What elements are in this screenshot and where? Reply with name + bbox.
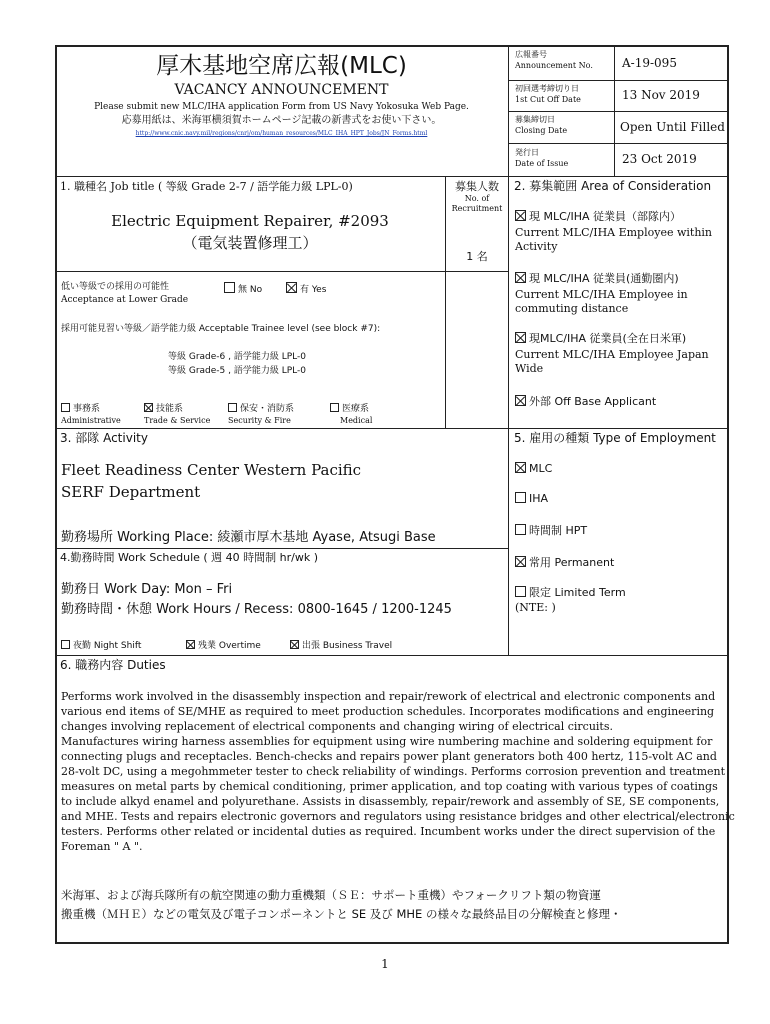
page-number: 1 bbox=[381, 957, 389, 971]
working-place: 勤務場所 Working Place: 綾瀬市厚木基地 Ayase, Atsugi Base bbox=[61, 530, 436, 545]
divider-activity bbox=[55, 548, 508, 549]
info-label-jp: 広報番号 bbox=[515, 50, 547, 59]
duties-line: changes involving replacement of electrical components and changing wiring of electrical circuits. bbox=[61, 720, 613, 733]
employment-item-permanent[interactable] bbox=[515, 556, 614, 569]
divider-main-vertical bbox=[508, 45, 509, 655]
overtime-option[interactable] bbox=[186, 640, 261, 652]
divider-header bbox=[55, 176, 729, 177]
info-label-en: 1st Cut Off Date bbox=[515, 95, 581, 104]
schedule-heading: 4.勤務時間 Work Schedule ( 週 40 時間制 hr/wk ) bbox=[60, 551, 319, 564]
employment-heading: 5. 雇用の種類 Type of Employment bbox=[514, 431, 716, 445]
category-label-en: Medical bbox=[340, 416, 373, 425]
page-title: 厚木基地空席広報(MLC) bbox=[156, 53, 407, 79]
checkbox-icon[interactable] bbox=[61, 403, 70, 412]
consideration-item[interactable] bbox=[515, 395, 656, 408]
divider-job-1 bbox=[55, 271, 508, 272]
activity-heading: 3. 部隊 Activity bbox=[60, 431, 148, 445]
activity-line-1: Fleet Readiness Center Western Pacific bbox=[61, 461, 362, 479]
consideration-label-en: Current MLC/IHA Employee in bbox=[515, 288, 688, 301]
form-download-link[interactable]: http://www.cnic.navy.mil/regions/cnrj/om/human_resources/MLC_IHA_HPT_Jobs/JN_Forms.html bbox=[135, 130, 428, 137]
recruit-label-jp: 募集人数 bbox=[455, 180, 499, 193]
info-label-jp: 初回選考締切り日 bbox=[515, 84, 579, 93]
category-medical[interactable] bbox=[330, 403, 369, 415]
option-label: 残業 Overtime bbox=[198, 641, 261, 651]
category-label-jp: 事務系 bbox=[73, 404, 101, 414]
night-shift-option[interactable] bbox=[61, 640, 141, 652]
work-day: 勤務日 Work Day: Mon – Fri bbox=[61, 582, 233, 597]
duties-line: 搬重機（ＭＨＥ）などの電気及び電子コンポーネントと SE 及び MHE の様々な最終品目の分解検査と修理・ bbox=[61, 907, 622, 921]
page-subtitle: VACANCY ANNOUNCEMENT bbox=[174, 82, 389, 98]
lower-grade-yes-option[interactable] bbox=[286, 282, 326, 296]
cutoff-date: 13 Nov 2019 bbox=[622, 88, 700, 102]
checkbox-checked-icon[interactable] bbox=[290, 640, 299, 649]
consideration-label-jp: 現 MLC/IHA 従業員（部隊内） bbox=[529, 210, 682, 223]
info-label-en: Date of Issue bbox=[515, 159, 569, 168]
consideration-label-en: Activity bbox=[515, 240, 558, 253]
consideration-item[interactable] bbox=[515, 210, 681, 223]
divider-recruit-vertical bbox=[445, 176, 446, 428]
consideration-label-jp: 現 MLC/IHA 従業員(通勤圏内) bbox=[529, 272, 679, 285]
category-label-jp: 医療系 bbox=[342, 404, 370, 414]
info-label-jp: 募集締切日 bbox=[515, 115, 555, 124]
consideration-label-jp: 現MLC/IHA 従業員(全在日米軍) bbox=[529, 332, 687, 345]
consideration-label-en: Wide bbox=[515, 362, 544, 375]
checkbox-checked-icon[interactable] bbox=[515, 395, 526, 406]
checkbox-icon[interactable] bbox=[515, 524, 526, 535]
category-label-en: Trade & Service bbox=[144, 416, 211, 425]
duties-line: measures on metal parts by chemical conditioning, primer application, and top coating with various types of coatings bbox=[61, 780, 718, 793]
issue-date: 23 Oct 2019 bbox=[622, 152, 697, 166]
checkbox-checked-icon[interactable] bbox=[186, 640, 195, 649]
employment-item-limited[interactable] bbox=[515, 586, 626, 599]
divider-info-1 bbox=[508, 80, 729, 81]
recruit-label-en2: Recruitment bbox=[451, 204, 503, 213]
checkbox-checked-icon[interactable] bbox=[286, 282, 297, 293]
nte-field: (NTE: ) bbox=[515, 601, 556, 614]
divider-info-2 bbox=[508, 111, 729, 112]
option-label: 出張 Business Travel bbox=[302, 641, 393, 651]
checkbox-checked-icon[interactable] bbox=[515, 556, 526, 567]
category-security-fire[interactable] bbox=[228, 403, 294, 415]
category-label-jp: 技能系 bbox=[156, 404, 184, 414]
trainee-level-2: 等級 Grade-5 , 語学能力級 LPL-0 bbox=[168, 366, 306, 376]
checkbox-checked-icon[interactable] bbox=[515, 462, 526, 473]
duties-text-jp bbox=[61, 886, 727, 924]
recruit-count: 1 名 bbox=[466, 250, 488, 263]
option-label: 有 Yes bbox=[300, 285, 327, 295]
option-label: 夜勤 Night Shift bbox=[73, 641, 142, 651]
divider-job-2 bbox=[55, 428, 729, 429]
job-heading: 1. 職種名 Job title ( 等級 Grade 2-7 / 語学能力級 LPL-0) bbox=[60, 180, 353, 193]
checkbox-checked-icon[interactable] bbox=[515, 332, 526, 343]
business-travel-option[interactable] bbox=[290, 640, 392, 652]
consideration-label-en: Current MLC/IHA Employee Japan bbox=[515, 348, 709, 361]
recruit-label-en1: No. of bbox=[464, 194, 490, 203]
checkbox-icon[interactable] bbox=[330, 403, 339, 412]
checkbox-checked-icon[interactable] bbox=[515, 272, 526, 283]
duties-line: testers. Performs other related or incidental duties as required. Incumbent works under the direct supervision of the bbox=[61, 825, 716, 838]
employment-item-iha[interactable] bbox=[515, 492, 548, 505]
duties-line: Foreman " A ". bbox=[61, 840, 143, 853]
info-label-en: Announcement No. bbox=[515, 61, 593, 70]
lower-grade-label-en: Acceptance at Lower Grade bbox=[61, 295, 189, 305]
lower-grade-no-option[interactable] bbox=[224, 282, 262, 296]
duties-line: various end items of SE/MHE as required to meet production schedules. Incorporates modifications and engineering bbox=[61, 705, 715, 718]
consideration-label-en: commuting distance bbox=[515, 302, 629, 315]
duties-line: 28-volt DC, using a megohmmeter tester to check reliability of windings. Performs corrosion prevention and treatment bbox=[61, 765, 726, 778]
category-administrative[interactable] bbox=[61, 403, 100, 415]
lower-grade-label-jp: 低い等級での採用の可能性 bbox=[61, 282, 170, 292]
duties-line: and MHE. Tests and repairs electronic governors and regulators using resistance bridges and other electrical/electronic bbox=[61, 810, 735, 823]
info-label-en: Closing Date bbox=[515, 126, 568, 135]
employment-label: 限定 Limited Term bbox=[529, 586, 626, 599]
employment-label: 常用 Permanent bbox=[529, 556, 615, 569]
checkbox-icon[interactable] bbox=[61, 640, 70, 649]
instruction-jp: 応募用紙は、米海軍横須賀ホームページ記載の新書式をお使い下さい。 bbox=[121, 115, 442, 126]
duties-line: connecting plugs and receptacles. Bench-checks and repairs power plant generators both 400 hertz, 115-volt AC and bbox=[61, 750, 717, 763]
checkbox-icon[interactable] bbox=[515, 586, 526, 597]
category-label-en: Administrative bbox=[61, 416, 121, 425]
consideration-item[interactable] bbox=[515, 332, 686, 345]
checkbox-icon[interactable] bbox=[224, 282, 235, 293]
checkbox-icon[interactable] bbox=[228, 403, 237, 412]
work-hours: 勤務時間・休憩 Work Hours / Recess: 0800-1645 / 1200-1245 bbox=[61, 602, 452, 617]
job-title-en: Electric Equipment Repairer, #2093 bbox=[111, 212, 389, 230]
checkbox-checked-icon[interactable] bbox=[515, 210, 526, 221]
consideration-heading: 2. 募集範囲 Area of Consideration bbox=[514, 179, 712, 193]
duties-text bbox=[61, 689, 735, 854]
announcement-number: A-19-095 bbox=[622, 56, 677, 70]
employment-label: 時間制 HPT bbox=[529, 524, 588, 537]
duties-line: Manufactures wiring harness assemblies for equipment using wire numbering machine and soldering equipment for bbox=[61, 735, 713, 748]
trainee-label: 採用可能見習い等級／語学能力級 Acceptable Trainee level (see block #7): bbox=[61, 324, 381, 334]
employment-label: IHA bbox=[529, 492, 549, 505]
category-label-en: Security & Fire bbox=[228, 416, 291, 425]
duties-line: Performs work involved in the disassembly inspection and repair/rework of electrical and electronic components and bbox=[61, 690, 716, 703]
closing-date: Open Until Filled bbox=[620, 120, 725, 134]
checkbox-icon[interactable] bbox=[515, 492, 526, 503]
divider-schedule bbox=[55, 655, 729, 656]
duties-line: to include alkyd enamel and polyurethane. Assists in disassembly, repair/rework and assembly of SE, SE components, bbox=[61, 795, 720, 808]
employment-item-mlc[interactable] bbox=[515, 462, 552, 475]
info-label-jp: 発行日 bbox=[515, 148, 539, 157]
consideration-item[interactable] bbox=[515, 272, 679, 285]
job-title-jp: （電気装置修理工） bbox=[182, 234, 318, 252]
option-label: 無 No bbox=[238, 285, 263, 295]
activity-line-2: SERF Department bbox=[61, 483, 201, 501]
employment-label: MLC bbox=[529, 462, 553, 475]
form-link-wrap bbox=[57, 129, 506, 138]
employment-item-hpt[interactable] bbox=[515, 524, 587, 537]
consideration-label-jp: 外部 Off Base Applicant bbox=[529, 395, 657, 408]
consideration-label-en: Current MLC/IHA Employee within bbox=[515, 226, 713, 239]
duties-heading: 6. 職務内容 Duties bbox=[60, 658, 166, 672]
checkbox-checked-icon[interactable] bbox=[144, 403, 153, 412]
instruction-en: Please submit new MLC/IHA application Form from US Navy Yokosuka Web Page. bbox=[94, 102, 469, 112]
category-label-jp: 保安・消防系 bbox=[240, 404, 295, 414]
trainee-level-1: 等級 Grade-6 , 語学能力級 LPL-0 bbox=[168, 352, 306, 362]
category-trade-service[interactable] bbox=[144, 403, 183, 415]
divider-info-3 bbox=[508, 143, 729, 144]
duties-line: 米海軍、および海兵隊所有の航空関連の動力重機類（ＳＥ：サポート重機）やフォークリフト類の物資運 bbox=[61, 888, 601, 902]
